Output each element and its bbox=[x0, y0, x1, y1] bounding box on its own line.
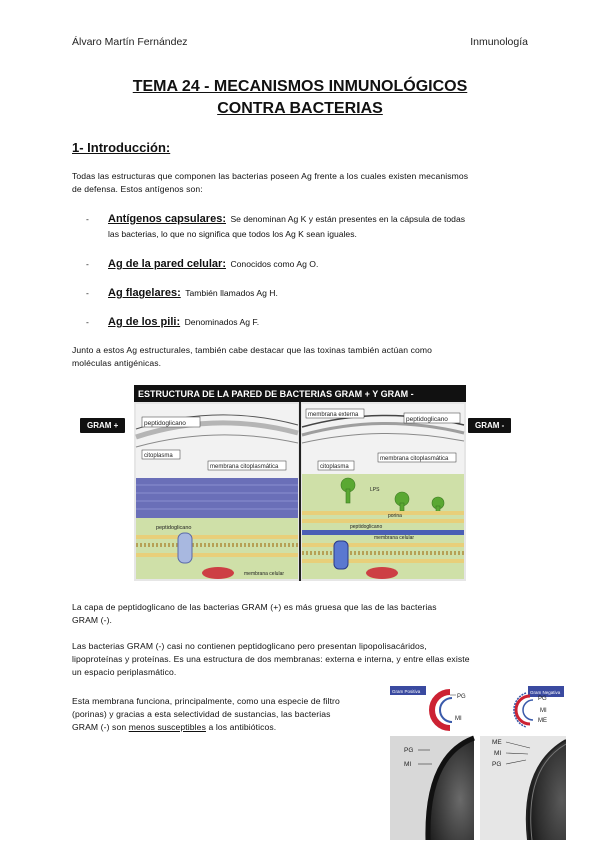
intro-line2: de defensa. Estos antígenos son: bbox=[72, 184, 203, 194]
micro-left-pg: PG bbox=[404, 747, 414, 754]
header-subject: Inmunología bbox=[470, 36, 528, 48]
gram-line2: GRAM (-). bbox=[72, 615, 113, 625]
peptidoglycan-layer bbox=[136, 478, 298, 518]
filter-line1: Esta membrana funciona, principalmente, como una especie de filtro bbox=[72, 696, 340, 706]
antigen-item-flagellar bbox=[108, 285, 528, 300]
label-outer-membrane: membrana externa bbox=[308, 412, 359, 418]
tag-gram-positive-text: Gram Positiva bbox=[392, 689, 421, 694]
filter-text-pre: GRAM (-) son bbox=[72, 722, 129, 732]
toxins-line2: moléculas antigénicas. bbox=[72, 358, 162, 368]
label-membrane: membrana citoplasmática bbox=[210, 464, 279, 470]
micro-right-pg: PG bbox=[492, 761, 502, 768]
gram-positive-panel bbox=[136, 404, 298, 579]
filter-line3 bbox=[72, 721, 382, 734]
label-membrane-small-neg: membrana celular bbox=[374, 535, 415, 541]
bullet-marker: - bbox=[86, 288, 89, 298]
gram-positive-label: GRAM + bbox=[80, 418, 125, 433]
antigen-desc: Denominados Ag F. bbox=[184, 317, 260, 327]
gramneg-line1: Las bacterias GRAM (-) casi no contienen peptidoglicano pero presentan lipopolisacáridos, bbox=[72, 641, 427, 651]
label-cytoplasm-neg: citoplasma bbox=[320, 464, 349, 470]
page-title-line2: CONTRA BACTERIAS bbox=[217, 100, 383, 117]
bullet-marker: - bbox=[86, 259, 89, 269]
antigen-desc: Conocidos como Ag O. bbox=[230, 259, 319, 269]
antigen-desc: Se denominan Ag K y están presentes en la cápsula de todas bbox=[230, 214, 466, 224]
label-pg-small: peptidoglicano bbox=[156, 525, 192, 531]
antigen-term: Ag de los pili: bbox=[108, 316, 181, 328]
label-neg-me: ME bbox=[538, 718, 547, 724]
label-peptidoglycan-neg: peptidoglicano bbox=[406, 416, 448, 423]
label-membrane-small: membrana celular bbox=[244, 571, 285, 577]
header-author: Álvaro Martín Fernández bbox=[72, 36, 188, 48]
label-peptidoglycan: peptidoglicano bbox=[144, 420, 186, 427]
micro-right-me: ME bbox=[492, 739, 502, 746]
intro-line1: Todas las estructuras que componen las bacterias poseen Ag frente a los cuales existen mecanismos bbox=[72, 171, 469, 181]
bullet-marker: - bbox=[86, 317, 89, 327]
antigen-item-wall bbox=[108, 256, 528, 271]
antigen-desc-cont: las bacterias, lo que no significa que todos los Ag K sean iguales. bbox=[108, 229, 357, 239]
page-title-line1: TEMA 24 - MECANISMOS INMUNOLÓGICOS bbox=[132, 78, 468, 95]
antigen-item-pili bbox=[108, 314, 528, 329]
label-pg-small-neg: peptidoglicano bbox=[350, 524, 383, 530]
bullet-marker: - bbox=[86, 214, 89, 224]
antigen-term: Ag de la pared celular: bbox=[108, 258, 226, 270]
gram-negative-panel bbox=[302, 404, 464, 579]
filter-line2: (porinas) y gracias a esta selectividad de sustancias, las bacterias bbox=[72, 709, 331, 719]
label-pos-pg: PG bbox=[457, 694, 466, 700]
figure-title: ESTRUCTURA DE LA PARED DE BACTERIAS GRAM + Y GRAM - bbox=[138, 389, 414, 399]
micro-right-mi: MI bbox=[494, 750, 502, 757]
filter-text-post: a los antibióticos. bbox=[205, 722, 277, 732]
micro-left-mi: MI bbox=[404, 761, 412, 768]
antigen-item-capsular bbox=[108, 211, 528, 226]
gram-negative-label: GRAM - bbox=[468, 418, 511, 433]
tag-gram-negative-text: Gram Negativa bbox=[530, 690, 561, 695]
membrane-protein bbox=[178, 533, 192, 563]
label-pos-mi: MI bbox=[455, 716, 462, 722]
gramneg-line2: lipoproteínas y proteínas. Es una estructura de dos membranas: externa e interna, y entre ellas existe bbox=[72, 654, 470, 664]
gramneg-line3: un espacio periplasmático. bbox=[72, 667, 177, 677]
label-neg-pg: PG bbox=[538, 696, 547, 702]
label-membrane-neg: membrana citoplasmática bbox=[380, 456, 449, 462]
gram-line1: La capa de peptidoglicano de las bacterias GRAM (+) es más gruesa que las de las bacterias bbox=[72, 602, 437, 612]
membrane-protein-neg bbox=[334, 541, 348, 569]
micrograph-figure bbox=[388, 686, 566, 840]
label-lps: LPS bbox=[370, 487, 380, 493]
filter-text-underlined: menos susceptibles bbox=[128, 722, 206, 732]
antigen-term: Antígenos capsulares: bbox=[108, 213, 226, 225]
antigen-term: Ag flagelares: bbox=[108, 287, 181, 299]
cell-wall-figure bbox=[134, 385, 466, 581]
label-porin: porina bbox=[388, 513, 402, 519]
label-neg-mi: MI bbox=[540, 708, 547, 714]
section-heading: 1- Introducción: bbox=[72, 140, 171, 155]
antigen-desc: También llamados Ag H. bbox=[185, 288, 278, 298]
toxins-line1: Junto a estos Ag estructurales, también cabe destacar que las toxinas también actúan como bbox=[72, 345, 433, 355]
label-cytoplasm: citoplasma bbox=[144, 453, 173, 459]
